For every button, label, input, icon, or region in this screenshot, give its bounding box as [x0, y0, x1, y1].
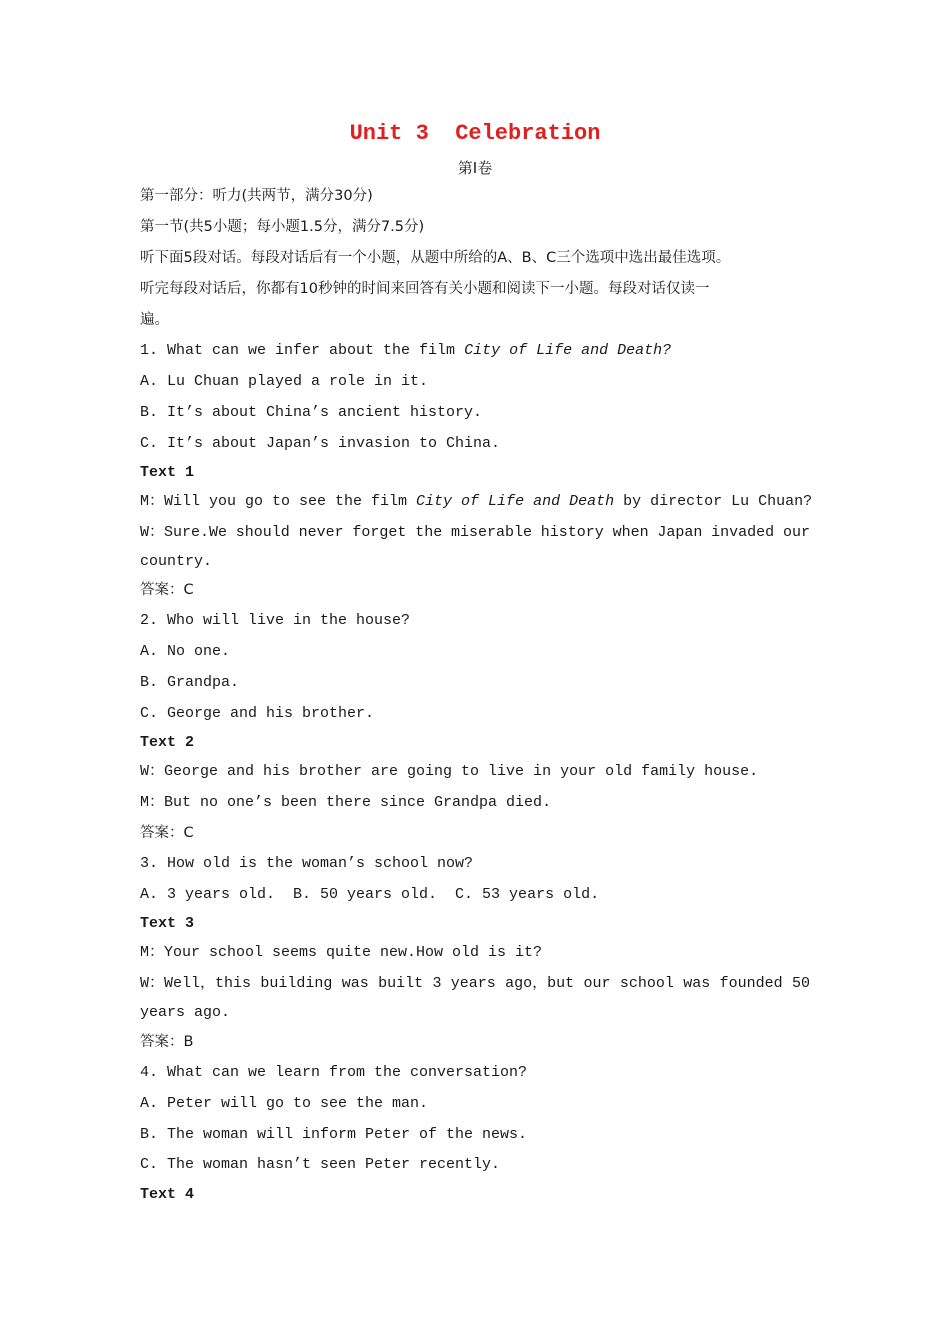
text-3-line-m: M：Your school seems quite new.How old is it? — [140, 944, 543, 961]
text-4-label: Text 4 — [140, 1186, 195, 1203]
text-3-line-w-cont: years ago. — [140, 1004, 231, 1021]
text-1-line-w: W：Sure.We should never forget the miserable history when Japan invaded our — [140, 524, 810, 541]
answer-1: 答案：C — [140, 582, 194, 598]
text-2-label: Text 2 — [140, 734, 195, 751]
question-4-option-b: B. The woman will inform Peter of the news. — [140, 1126, 528, 1143]
question-3-stem: 3. How old is the woman’s school now? — [140, 855, 474, 872]
question-1-option-a: A. Lu Chuan played a role in it. — [140, 373, 429, 390]
text-3-line-w: W：Well，this building was built 3 years ago，but our school was founded 50 — [140, 975, 810, 992]
film-title: City of Life and Death? — [464, 342, 672, 359]
instructions-line: 听完每段对话后，你都有10秒钟的时间来回答有关小题和阅读下一小题。每段对话仅读一 — [140, 281, 710, 297]
text-1-label: Text 1 — [140, 464, 195, 481]
question-1-option-c: C. It’s about Japan’s invasion to China. — [140, 435, 501, 452]
question-2-option-a: A. No one. — [140, 643, 231, 660]
text-1-line-w-cont: country. — [140, 553, 213, 570]
question-4-option-c: C. The woman hasn’t seen Peter recently. — [140, 1156, 501, 1173]
film-title: City of Life and Death — [416, 493, 615, 510]
question-3-options: A. 3 years old. B. 50 years old. C. 53 years old. — [140, 886, 600, 903]
question-2-stem: 2. Who will live in the house? — [140, 612, 411, 629]
question-4-stem: 4. What can we learn from the conversation? — [140, 1064, 528, 1081]
text-1-line-m: M：Will you go to see the film City of Life and Death by director Lu Chuan? — [140, 493, 813, 510]
text-3-label: Text 3 — [140, 915, 195, 932]
question-1-option-b: B. It’s about China’s ancient history. — [140, 404, 483, 421]
question-2-option-c: C. George and his brother. — [140, 705, 375, 722]
question-4-option-a: A. Peter will go to see the man. — [140, 1095, 429, 1112]
instructions-line: 听下面5段对话。每段对话后有一个小题，从题中所给的A、B、C三个选项中选出最佳选项。 — [140, 250, 731, 266]
question-2-option-b: B. Grandpa. — [140, 674, 240, 691]
text-2-line-m: M：But no one’s been there since Grandpa died. — [140, 794, 552, 811]
question-1-stem: 1. What can we infer about the film City of Life and Death? — [140, 342, 672, 359]
section-heading: 第一节(共5小题；每小题1.5分，满分7.5分) — [140, 219, 425, 235]
answer-3: 答案：B — [140, 1034, 194, 1050]
volume-heading: 第Ⅰ卷 — [457, 159, 493, 177]
unit-title: Unit 3 Celebration — [349, 121, 601, 146]
instructions-line: 遍。 — [140, 312, 169, 328]
answer-2: 答案：C — [140, 825, 194, 841]
part-heading: 第一部分：听力(共两节，满分30分) — [140, 188, 373, 204]
text-2-line-w: W：George and his brother are going to live in your old family house. — [140, 763, 759, 780]
